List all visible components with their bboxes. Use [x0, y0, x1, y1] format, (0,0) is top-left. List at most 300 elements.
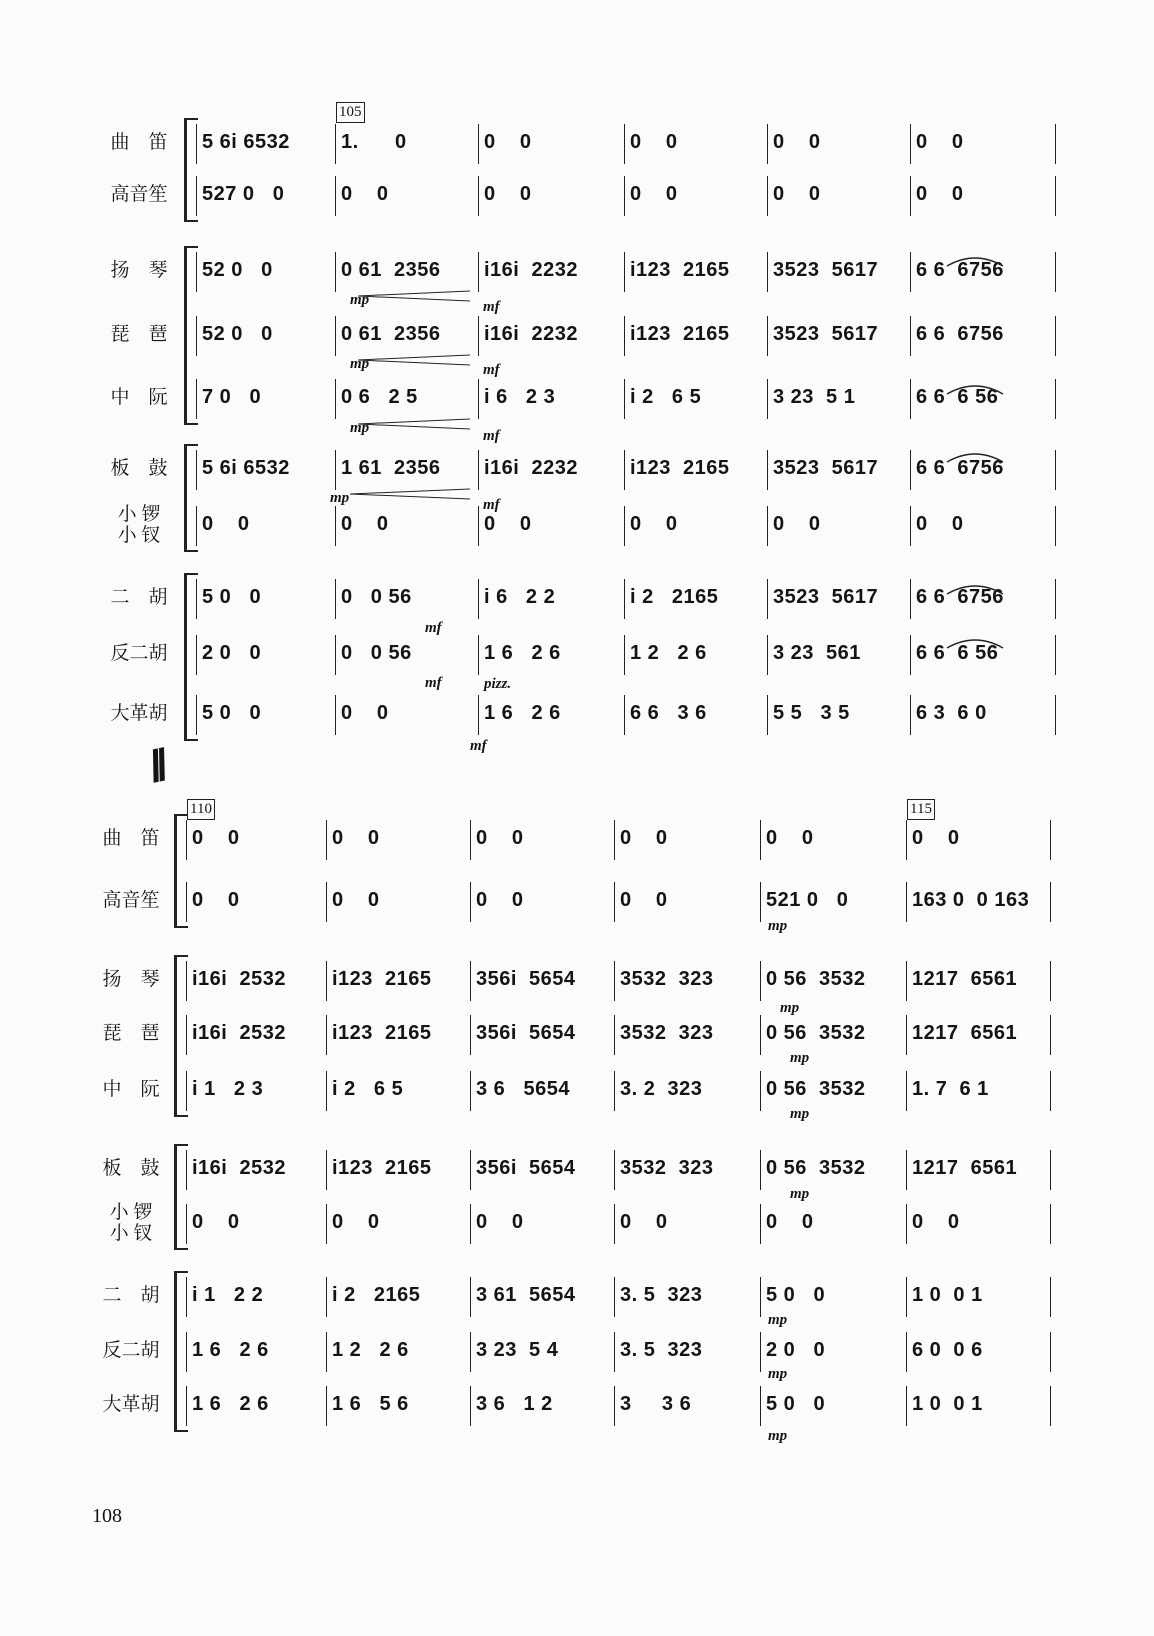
- measure-notes: 0 0: [192, 827, 240, 849]
- measure-notes: 2 0 0: [202, 642, 262, 664]
- barline: [767, 450, 768, 490]
- measure-notes: 0 0: [484, 183, 532, 205]
- barline: [196, 450, 197, 490]
- barline: [624, 579, 625, 619]
- barline: [760, 961, 761, 1001]
- measure-notes: 1 6 5 6: [332, 1393, 409, 1415]
- measure-notes: 0 0: [630, 513, 678, 535]
- barline: [470, 1015, 471, 1055]
- barline: [478, 176, 479, 216]
- barline: [760, 1204, 761, 1244]
- measure-notes: 0 0: [630, 131, 678, 153]
- tie-slur: [945, 254, 1005, 268]
- measure-notes: 3 61 5654: [476, 1284, 576, 1306]
- measure-notes: 3 23 561: [773, 642, 861, 664]
- measure-notes: i 1 2 2: [192, 1284, 264, 1306]
- dynamic-marking: mp: [768, 1428, 788, 1444]
- rehearsal-mark: 105: [336, 102, 365, 123]
- instrument-name: 板 鼓: [110, 458, 168, 479]
- measure-notes: 0 0 56: [341, 642, 412, 664]
- measure-notes: i16i 2232: [484, 457, 578, 479]
- barline: [470, 1332, 471, 1372]
- measure-notes: 1 6 2 6: [192, 1339, 269, 1361]
- measure-notes: 3523 5617: [773, 457, 879, 479]
- barline: [614, 1204, 615, 1244]
- measure-notes: 3523 5617: [773, 586, 879, 608]
- staff-group-bracket: [184, 444, 187, 550]
- instrument-name: 曲 笛: [102, 828, 160, 849]
- barline: [1050, 882, 1051, 922]
- measure-notes: 0 56 3532: [766, 968, 866, 990]
- barline: [1055, 252, 1056, 292]
- dynamic-marking: mp: [330, 490, 350, 506]
- measure-notes: 0 0: [912, 1211, 960, 1233]
- dynamic-marking: mp: [790, 1186, 810, 1202]
- barline: [335, 695, 336, 735]
- measure-notes: 1. 0: [341, 131, 407, 153]
- barline: [478, 379, 479, 419]
- barline: [326, 1015, 327, 1055]
- crescendo-hairpin: [358, 418, 470, 430]
- measure-notes: i 2 6 5: [332, 1078, 404, 1100]
- measure-notes: i123 2165: [332, 1157, 432, 1179]
- measure-notes: 3532 323: [620, 1157, 714, 1179]
- measure-notes: i16i 2232: [484, 323, 578, 345]
- barline: [196, 316, 197, 356]
- measure-notes: 3 6 1 2: [476, 1393, 553, 1415]
- barline: [906, 961, 907, 1001]
- measure-notes: 0 56 3532: [766, 1157, 866, 1179]
- measure-notes: 5 0 0: [202, 586, 262, 608]
- instrument-name: 高音笙: [110, 184, 168, 205]
- barline: [614, 882, 615, 922]
- instrument-name: 大革胡: [110, 703, 168, 724]
- measure-notes: 0 0: [476, 827, 524, 849]
- barline: [478, 506, 479, 546]
- barline: [1050, 1386, 1051, 1426]
- measure-notes: 5 0 0: [202, 702, 262, 724]
- instrument-name: 板 鼓: [102, 1158, 160, 1179]
- system-separator: //: [144, 741, 168, 792]
- instrument-name: 二 胡: [110, 587, 168, 608]
- barline: [186, 1150, 187, 1190]
- measure-notes: 0 0: [192, 889, 240, 911]
- barline: [478, 316, 479, 356]
- staff-group-bracket: [174, 1271, 177, 1430]
- barline: [1055, 450, 1056, 490]
- barline: [326, 1150, 327, 1190]
- measure-notes: i16i 2232: [484, 259, 578, 281]
- measure-notes: i123 2165: [332, 968, 432, 990]
- barline: [624, 176, 625, 216]
- measure-notes: 6 6 6756: [916, 259, 1004, 281]
- barline: [1050, 820, 1051, 860]
- barline: [196, 124, 197, 164]
- measure-notes: 1 6 2 6: [484, 642, 561, 664]
- tie-slur: [945, 450, 1005, 464]
- measure-notes: i123 2165: [630, 323, 730, 345]
- barline: [760, 1332, 761, 1372]
- measure-notes: 0 0: [620, 1211, 668, 1233]
- measure-notes: i 2 2165: [332, 1284, 421, 1306]
- measure-notes: 5 0 0: [766, 1284, 826, 1306]
- measure-notes: 1217 6561: [912, 968, 1018, 990]
- measure-notes: 0 0: [916, 513, 964, 535]
- measure-notes: 3 23 5 4: [476, 1339, 559, 1361]
- measure-notes: 356i 5654: [476, 968, 576, 990]
- barline: [186, 1386, 187, 1426]
- barline: [1055, 506, 1056, 546]
- barline: [760, 1015, 761, 1055]
- barline: [906, 1332, 907, 1372]
- barline: [910, 579, 911, 619]
- measure-notes: 3. 5 323: [620, 1339, 703, 1361]
- dynamic-marking: mp: [768, 1366, 788, 1382]
- barline: [614, 1015, 615, 1055]
- barline: [614, 961, 615, 1001]
- staff-group-bracket: [184, 573, 187, 739]
- barline: [910, 379, 911, 419]
- barline: [906, 820, 907, 860]
- measure-notes: 0 0: [341, 702, 389, 724]
- instrument-name: 扬 琴: [110, 260, 168, 281]
- barline: [1050, 1150, 1051, 1190]
- measure-notes: i123 2165: [630, 457, 730, 479]
- measure-notes: 0 56 3532: [766, 1022, 866, 1044]
- measure-notes: 0 0: [630, 183, 678, 205]
- barline: [624, 379, 625, 419]
- measure-notes: 3. 2 323: [620, 1078, 703, 1100]
- measure-notes: 1. 7 6 1: [912, 1078, 989, 1100]
- barline: [186, 1204, 187, 1244]
- barline: [767, 695, 768, 735]
- measure-notes: 1 0 0 1: [912, 1284, 983, 1306]
- measure-notes: 5 0 0: [766, 1393, 826, 1415]
- dynamic-marking: mf: [483, 497, 500, 513]
- staff-group-bracket: [174, 955, 177, 1115]
- barline: [614, 820, 615, 860]
- barline: [767, 176, 768, 216]
- barline: [767, 579, 768, 619]
- measure-notes: 163 0 0 163: [912, 889, 1030, 911]
- barline: [1055, 176, 1056, 216]
- page-number: 108: [92, 1505, 122, 1527]
- tie-slur: [945, 382, 1005, 396]
- barline: [1050, 1332, 1051, 1372]
- instrument-name: 琵 琶: [102, 1023, 160, 1044]
- barline: [1050, 961, 1051, 1001]
- dynamic-marking: pizz.: [484, 676, 512, 692]
- barline: [335, 450, 336, 490]
- barline: [760, 1277, 761, 1317]
- measure-notes: i123 2165: [332, 1022, 432, 1044]
- barline: [326, 961, 327, 1001]
- crescendo-hairpin: [358, 290, 470, 302]
- barline: [186, 882, 187, 922]
- barline: [910, 124, 911, 164]
- dynamic-marking: mp: [350, 292, 370, 308]
- measure-notes: 1 0 0 1: [912, 1393, 983, 1415]
- measure-notes: 0 0: [476, 1211, 524, 1233]
- staff-group-bracket: [184, 118, 187, 220]
- barline: [478, 579, 479, 619]
- barline: [326, 820, 327, 860]
- barline: [186, 1015, 187, 1055]
- measure-notes: 6 6 6756: [916, 323, 1004, 345]
- measure-notes: 0 0: [484, 513, 532, 535]
- barline: [335, 379, 336, 419]
- barline: [326, 882, 327, 922]
- barline: [1055, 316, 1056, 356]
- barline: [767, 379, 768, 419]
- barline: [470, 1386, 471, 1426]
- staff-group-bracket: [184, 246, 187, 423]
- barline: [624, 635, 625, 675]
- barline: [767, 316, 768, 356]
- barline: [326, 1071, 327, 1111]
- barline: [335, 579, 336, 619]
- barline: [624, 316, 625, 356]
- measure-notes: 2 0 0: [766, 1339, 826, 1361]
- measure-notes: 0 0: [916, 183, 964, 205]
- barline: [335, 506, 336, 546]
- instrument-name: 琵 琶: [110, 324, 168, 345]
- barline: [767, 124, 768, 164]
- measure-notes: 1217 6561: [912, 1022, 1018, 1044]
- measure-notes: 52 0 0: [202, 259, 273, 281]
- measure-notes: 3. 5 323: [620, 1284, 703, 1306]
- barline: [910, 695, 911, 735]
- measure-notes: 3 23 5 1: [773, 386, 856, 408]
- measure-notes: 0 0: [202, 513, 250, 535]
- barline: [196, 506, 197, 546]
- measure-notes: 0 0: [766, 827, 814, 849]
- barline: [760, 1071, 761, 1111]
- dynamic-marking: mp: [768, 1312, 788, 1328]
- barline: [470, 961, 471, 1001]
- barline: [196, 635, 197, 675]
- measure-notes: 521 0 0: [766, 889, 849, 911]
- measure-notes: 0 0: [773, 183, 821, 205]
- instrument-name: 小 锣 小 钗: [117, 504, 161, 546]
- barline: [1055, 695, 1056, 735]
- measure-notes: i 6 2 3: [484, 386, 556, 408]
- dynamic-marking: mf: [483, 299, 500, 315]
- crescendo-hairpin: [358, 354, 470, 366]
- instrument-name: 扬 琴: [102, 969, 160, 990]
- instrument-name: 反二胡: [110, 643, 168, 664]
- barline: [335, 316, 336, 356]
- barline: [1055, 635, 1056, 675]
- barline: [906, 1071, 907, 1111]
- barline: [910, 176, 911, 216]
- measure-notes: 5 6i 6532: [202, 457, 290, 479]
- barline: [910, 635, 911, 675]
- barline: [624, 506, 625, 546]
- measure-notes: 3 6 5654: [476, 1078, 570, 1100]
- barline: [470, 1071, 471, 1111]
- barline: [478, 695, 479, 735]
- barline: [335, 252, 336, 292]
- barline: [196, 379, 197, 419]
- barline: [478, 124, 479, 164]
- tie-slur: [945, 636, 1005, 650]
- barline: [614, 1386, 615, 1426]
- instrument-name: 曲 笛: [110, 132, 168, 153]
- measure-notes: 0 0: [484, 131, 532, 153]
- barline: [906, 1386, 907, 1426]
- barline: [906, 882, 907, 922]
- measure-notes: 0 6 2 5: [341, 386, 418, 408]
- staff-group-bracket: [174, 1144, 177, 1248]
- dynamic-marking: mp: [790, 1050, 810, 1066]
- measure-notes: 52 0 0: [202, 323, 273, 345]
- barline: [1055, 379, 1056, 419]
- measure-notes: 6 6 3 6: [630, 702, 707, 724]
- measure-notes: 0 0: [476, 889, 524, 911]
- measure-notes: i 2 6 5: [630, 386, 702, 408]
- staff-group-bracket: [174, 814, 177, 926]
- barline: [186, 1071, 187, 1111]
- instrument-name: 反二胡: [102, 1340, 160, 1361]
- dynamic-marking: mp: [780, 1000, 800, 1016]
- measure-notes: 356i 5654: [476, 1157, 576, 1179]
- instrument-name: 小 锣 小 钗: [109, 1202, 153, 1244]
- barline: [186, 820, 187, 860]
- measure-notes: 0 0: [192, 1211, 240, 1233]
- barline: [906, 1015, 907, 1055]
- measure-notes: 3 3 6: [620, 1393, 692, 1415]
- barline: [470, 820, 471, 860]
- dynamic-marking: mf: [483, 428, 500, 444]
- barline: [196, 695, 197, 735]
- barline: [186, 1332, 187, 1372]
- measure-notes: i16i 2532: [192, 968, 286, 990]
- measure-notes: i 1 2 3: [192, 1078, 264, 1100]
- dynamic-marking: mp: [350, 356, 370, 372]
- measure-notes: 0 0: [332, 827, 380, 849]
- barline: [470, 1277, 471, 1317]
- barline: [1050, 1015, 1051, 1055]
- barline: [624, 450, 625, 490]
- barline: [186, 1277, 187, 1317]
- instrument-name: 大革胡: [102, 1394, 160, 1415]
- measure-notes: 3523 5617: [773, 323, 879, 345]
- measure-notes: 1 61 2356: [341, 457, 441, 479]
- dynamic-marking: mp: [350, 420, 370, 436]
- measure-notes: 3532 323: [620, 968, 714, 990]
- barline: [196, 579, 197, 619]
- measure-notes: 6 6 6756: [916, 586, 1004, 608]
- barline: [326, 1332, 327, 1372]
- barline: [1050, 1071, 1051, 1111]
- barline: [614, 1071, 615, 1111]
- measure-notes: 0 0: [341, 513, 389, 535]
- measure-notes: 0 0: [912, 827, 960, 849]
- measure-notes: i16i 2532: [192, 1022, 286, 1044]
- measure-notes: i 2 2165: [630, 586, 719, 608]
- measure-notes: 6 0 0 6: [912, 1339, 983, 1361]
- barline: [478, 252, 479, 292]
- measure-notes: 0 61 2356: [341, 323, 441, 345]
- measure-notes: i 6 2 2: [484, 586, 556, 608]
- measure-notes: 0 0: [766, 1211, 814, 1233]
- barline: [614, 1277, 615, 1317]
- measure-notes: 6 6 6 56: [916, 386, 999, 408]
- measure-notes: 527 0 0: [202, 183, 285, 205]
- barline: [196, 176, 197, 216]
- measure-notes: i16i 2532: [192, 1157, 286, 1179]
- measure-notes: 1217 6561: [912, 1157, 1018, 1179]
- measure-notes: 3523 5617: [773, 259, 879, 281]
- barline: [326, 1204, 327, 1244]
- measure-notes: 0 0 56: [341, 586, 412, 608]
- barline: [910, 316, 911, 356]
- measure-notes: 5 6i 6532: [202, 131, 290, 153]
- measure-notes: 6 6 6756: [916, 457, 1004, 479]
- barline: [335, 124, 336, 164]
- barline: [335, 635, 336, 675]
- measure-notes: 6 6 6 56: [916, 642, 999, 664]
- barline: [760, 1386, 761, 1426]
- barline: [335, 176, 336, 216]
- measure-notes: 6 3 6 0: [916, 702, 987, 724]
- barline: [760, 1150, 761, 1190]
- barline: [196, 252, 197, 292]
- barline: [478, 635, 479, 675]
- barline: [906, 1150, 907, 1190]
- barline: [614, 1332, 615, 1372]
- dynamic-marking: mf: [425, 675, 442, 691]
- instrument-name: 中 阮: [110, 387, 168, 408]
- instrument-name: 中 阮: [102, 1079, 160, 1100]
- barline: [624, 695, 625, 735]
- crescendo-hairpin: [350, 488, 470, 500]
- rehearsal-mark: 110: [187, 799, 215, 820]
- measure-notes: 1 2 2 6: [332, 1339, 409, 1361]
- measure-notes: 5 5 3 5: [773, 702, 850, 724]
- measure-notes: 0 0: [620, 889, 668, 911]
- measure-notes: 0 56 3532: [766, 1078, 866, 1100]
- barline: [470, 1150, 471, 1190]
- measure-notes: 356i 5654: [476, 1022, 576, 1044]
- barline: [326, 1386, 327, 1426]
- barline: [767, 506, 768, 546]
- rehearsal-mark: 115: [907, 799, 935, 820]
- barline: [767, 635, 768, 675]
- barline: [186, 961, 187, 1001]
- barline: [1050, 1204, 1051, 1244]
- measure-notes: 1 6 2 6: [192, 1393, 269, 1415]
- measure-notes: 0 0: [332, 1211, 380, 1233]
- dynamic-marking: mp: [790, 1106, 810, 1122]
- measure-notes: 0 0: [341, 183, 389, 205]
- dynamic-marking: mf: [425, 620, 442, 636]
- barline: [614, 1150, 615, 1190]
- measure-notes: 3532 323: [620, 1022, 714, 1044]
- measure-notes: 1 2 2 6: [630, 642, 707, 664]
- dynamic-marking: mf: [470, 738, 487, 754]
- measure-notes: 0 0: [916, 131, 964, 153]
- measure-notes: 0 0: [620, 827, 668, 849]
- barline: [470, 882, 471, 922]
- tie-slur: [945, 582, 1005, 596]
- measure-notes: 7 0 0: [202, 386, 262, 408]
- measure-notes: i123 2165: [630, 259, 730, 281]
- dynamic-marking: mp: [768, 918, 788, 934]
- measure-notes: 0 61 2356: [341, 259, 441, 281]
- measure-notes: 0 0: [773, 513, 821, 535]
